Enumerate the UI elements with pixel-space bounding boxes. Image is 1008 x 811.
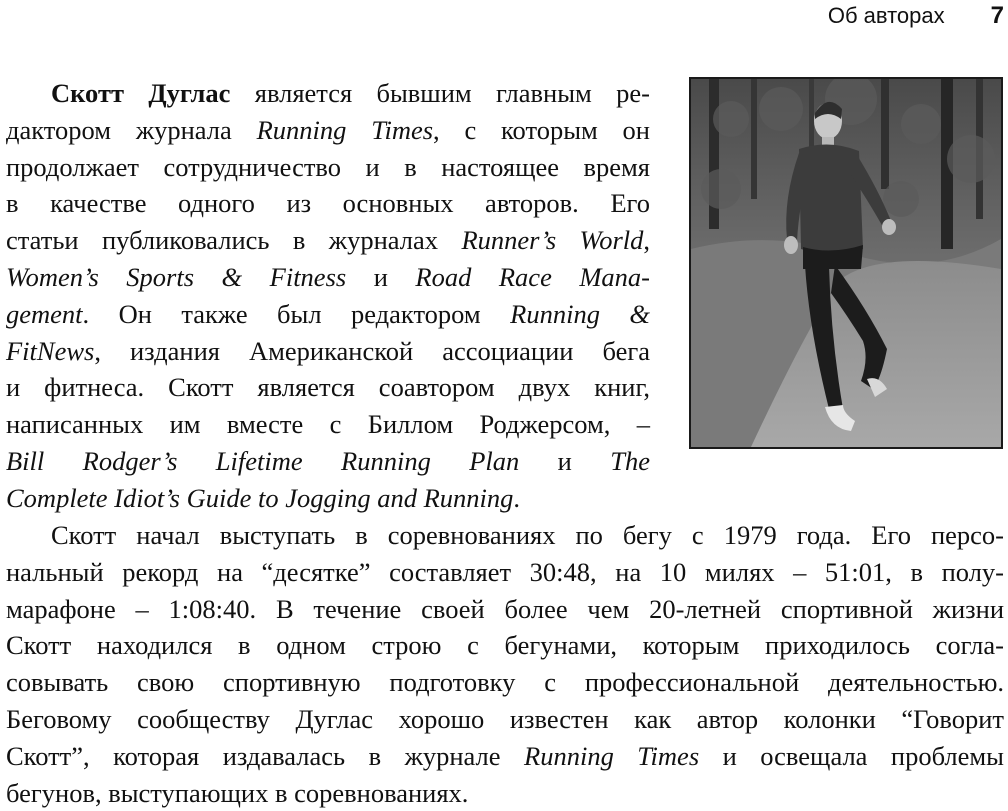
text-run: . Он также был редактором — [82, 298, 511, 329]
runner-photo-icon — [691, 79, 1001, 447]
text-line — [6, 443, 650, 480]
author-bio-paragraph — [6, 75, 650, 517]
text-line — [6, 591, 1004, 628]
page-number: 7 — [990, 2, 1004, 29]
text-run: написанных им вместе с Биллом Роджерсом, – — [6, 409, 650, 440]
italic-text: gement — [6, 298, 83, 329]
text-run: бегунов, выступающих в соревнованиях. — [6, 777, 469, 808]
italic-text: Women’s Sports & Fitness — [6, 261, 347, 292]
text-line — [6, 627, 1004, 664]
text-line — [6, 517, 1004, 554]
text-line — [6, 554, 1004, 591]
italic-text: Bill Rodger’s Lifetime Running Plan — [6, 445, 520, 476]
text-run: Скотт начал выступать в соревнованиях по бегу с 1979 года. Его персо- — [51, 520, 1004, 550]
text-run: Скотт находился в одном строю с бегунами, которым приходилось согла- — [6, 630, 1004, 661]
author-photo — [689, 77, 1003, 449]
text-run: нальный рекорд на “десятке” составляет 30:48, на 10 милях – 51:01, в полу- — [6, 556, 1004, 587]
text-run: , издания Американской ассоциации бега — [94, 335, 650, 366]
text-line — [6, 701, 1004, 738]
text-run: в качестве одного из основных авторов. Его — [6, 188, 650, 219]
italic-text: Complete Idiot’s Guide to Jogging and Running — [6, 482, 514, 513]
text-line — [6, 296, 650, 333]
bold-text: Скотт Дуглас — [51, 78, 231, 108]
text-line — [6, 369, 650, 406]
author-career-paragraph — [6, 517, 1004, 811]
text-run: статьи публиковались в журналах — [6, 225, 462, 256]
text-line — [6, 185, 650, 222]
italic-text: Road Race Mana- — [415, 261, 650, 292]
text-line — [6, 75, 650, 112]
text-run: и освещала проблемы — [699, 740, 1004, 771]
text-run: , с которым он — [433, 114, 650, 145]
running-head — [828, 2, 1004, 32]
text-run: . — [513, 482, 521, 513]
text-run: и — [346, 261, 416, 292]
text-line — [6, 259, 650, 296]
text-run: , — [643, 225, 650, 256]
text-line — [6, 406, 650, 443]
text-run: продолжает сотрудничество и в настоящее время — [6, 151, 650, 182]
text-run: является бывшим главным ре- — [230, 78, 650, 108]
text-run: и — [519, 445, 611, 476]
italic-text: Runner’s World — [461, 225, 644, 256]
text-line — [6, 149, 650, 186]
text-line — [6, 112, 650, 149]
text-run: Скотт”, которая издавалась в журнале — [6, 740, 525, 771]
italic-text: Running Times — [256, 114, 434, 145]
text-run: и фитнеса. Скотт является соавтором двух книг, — [6, 372, 650, 403]
section-title: Об авторах — [827, 3, 945, 28]
italic-text: Running Times — [524, 740, 700, 771]
text-line — [6, 775, 1004, 811]
text-line — [6, 664, 1004, 701]
text-run: марафоне – 1:08:40. В течение своей более чем 20-летней спортивной жизни — [6, 593, 1004, 624]
text-run: совывать свою спортивную подготовку с профессиональной деятельностью. — [6, 667, 1004, 698]
text-line — [6, 480, 650, 517]
italic-text: FitNews — [6, 335, 95, 366]
text-run: Беговому сообществу Дуглас хорошо известен как автор колонки “Говорит — [6, 703, 1004, 734]
text-line — [6, 333, 650, 370]
text-line — [6, 738, 1004, 775]
italic-text: Running & — [510, 298, 650, 329]
italic-text: The — [610, 445, 650, 476]
text-run: дактором журнала — [6, 114, 257, 145]
text-line — [6, 222, 650, 259]
